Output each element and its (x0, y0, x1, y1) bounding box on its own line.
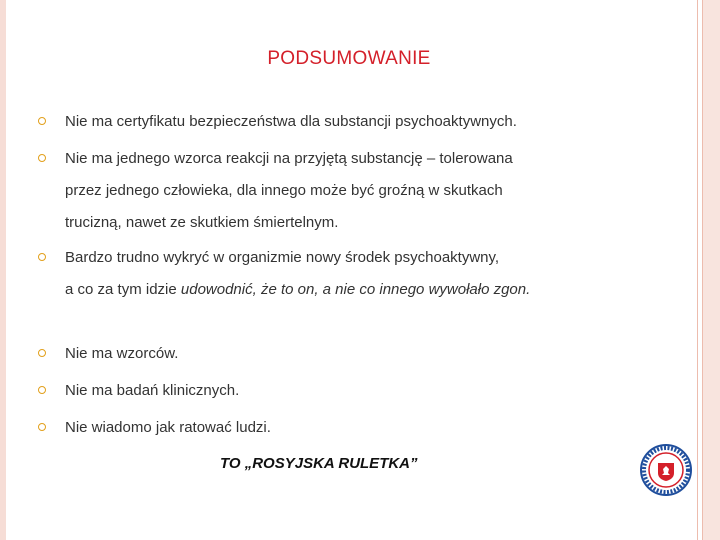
right-border (702, 0, 720, 540)
bullet-item (38, 106, 658, 138)
bullet-item (38, 143, 658, 239)
bullet-text: przez jednego człowieka, dla innego może być groźną w skutkach (65, 182, 503, 199)
bullet-text-line (65, 274, 658, 306)
left-border (0, 0, 6, 540)
bullet-text: Nie ma jednego wzorca reakcji na przyjętą substancję – tolerowana (65, 150, 513, 167)
sanitary-inspection-seal-icon (640, 444, 692, 496)
bullet-marker-icon (38, 253, 46, 261)
bullet-marker-icon (38, 423, 46, 431)
bullet-text: Bardzo trudno wykryć w organizmie nowy środek psychoaktywny, (65, 249, 500, 266)
bullet-text: a co za tym idzie (65, 281, 181, 298)
bullet-text: trucizną, nawet ze skutkiem śmiertelnym. (65, 214, 339, 231)
bullet-text: Nie wiadomo jak ratować ludzi. (65, 419, 271, 436)
bullet-text: Nie ma badań klinicznych. (65, 382, 240, 399)
bullet-text-italic: udowodnić, że to on, a nie co innego wywołało zgon. (180, 281, 531, 298)
bullet-text: Nie ma certyfikatu bezpieczeństwa dla substancji psychoaktywnych. (65, 113, 517, 130)
bullet-marker-icon (38, 349, 46, 357)
bullet-marker-icon (38, 154, 46, 162)
bullet-item (38, 242, 658, 306)
bullet-item (38, 375, 658, 407)
bullet-marker-icon (38, 386, 46, 394)
right-border-line (697, 0, 698, 540)
bullet-item (38, 412, 658, 444)
right-border-line (702, 0, 703, 540)
slide-title: PODSUMOWANIE (267, 48, 431, 69)
bullet-marker-icon (38, 117, 46, 125)
bullet-item (38, 338, 658, 370)
footer-caption: TO „ROSYJSKA RULETKA” (220, 455, 418, 472)
bullet-text: Nie ma wzorców. (65, 345, 179, 362)
